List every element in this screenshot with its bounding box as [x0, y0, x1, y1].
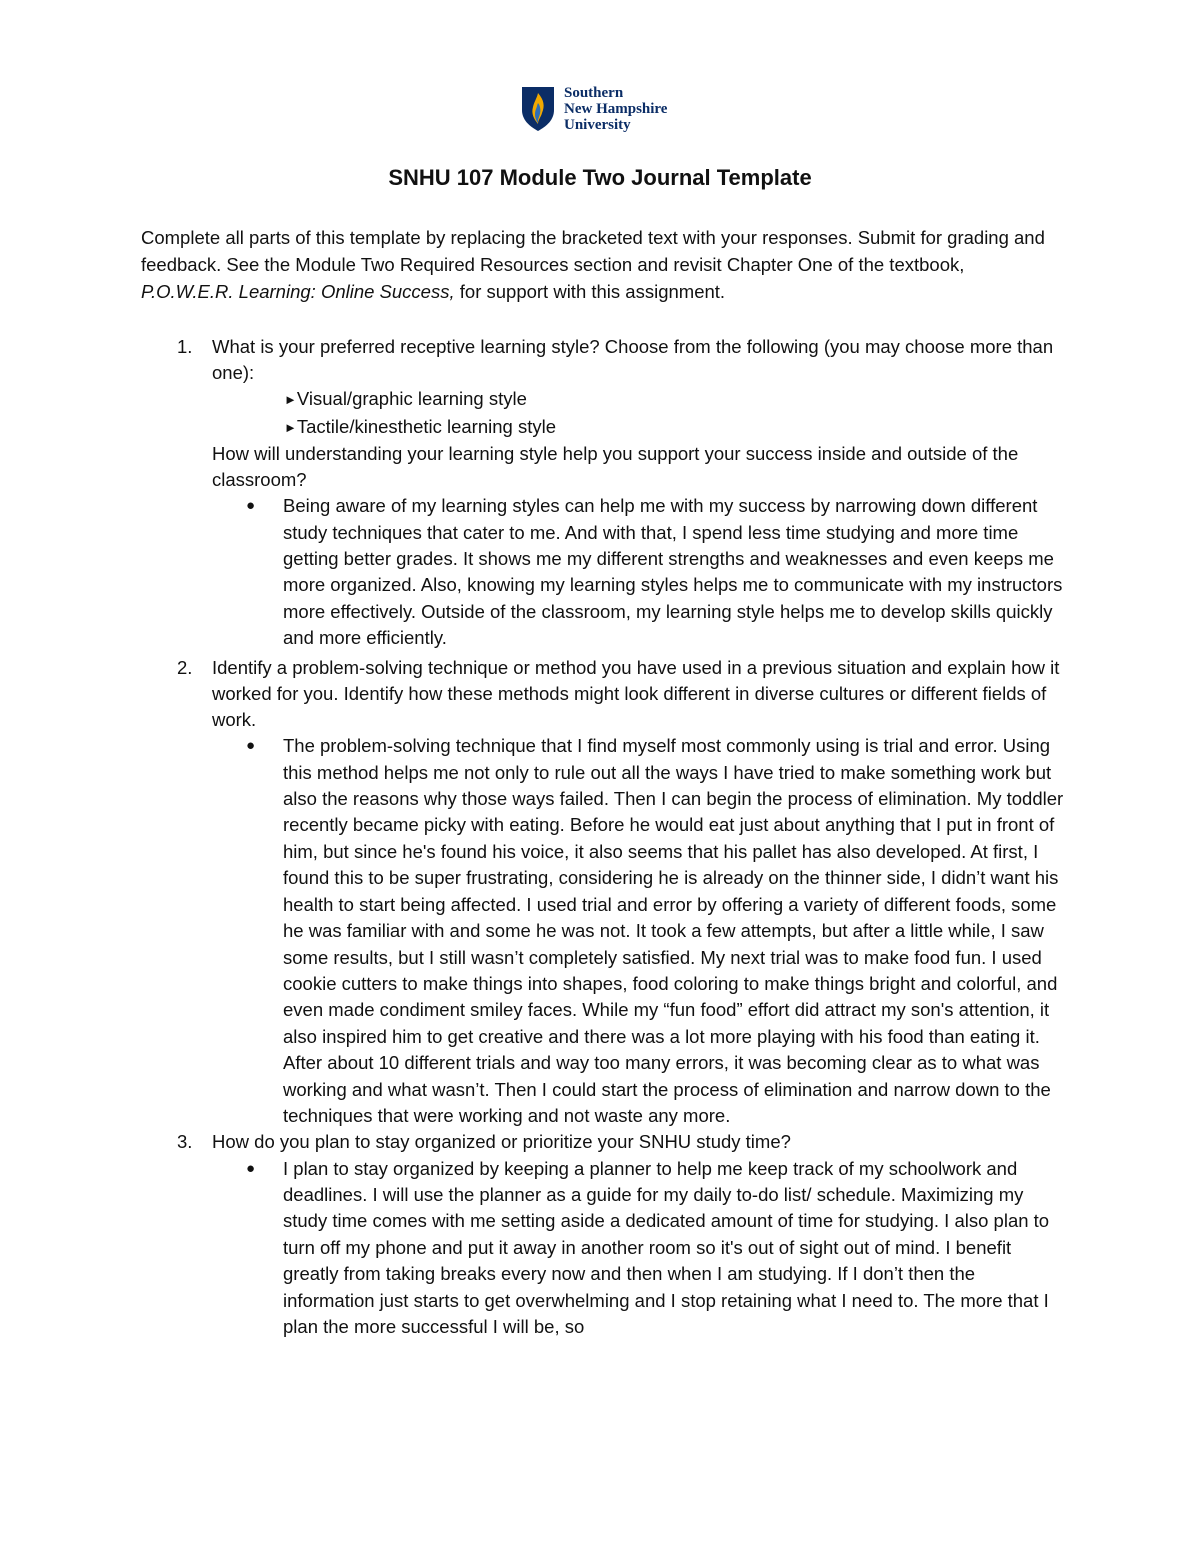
document-title: SNHU 107 Module Two Journal Template	[388, 165, 812, 190]
bullet-dot-icon: ●	[246, 1159, 256, 1177]
question-1	[141, 334, 1071, 386]
question-3	[141, 1129, 1071, 1155]
triangle-pointer-icon: ►	[284, 419, 297, 435]
answer-3-body	[212, 1156, 1071, 1341]
answer-2-body	[212, 733, 1071, 1129]
question-text: How do you plan to stay organized or prioritize your SNHU study time?	[212, 1131, 791, 1153]
question-text: What is your preferred receptive learning style? Choose from the following (you may choose more than one):	[212, 336, 1054, 384]
answer-text: Being aware of my learning styles can help me with my success by narrowing down different study techniques that cater to me. And with that, I spend less time studying and more time getting better grades. It shows me my different strengths and weaknesses and even keeps me more organized. Also, knowing my learning styles helps me to communicate with my instructors more effectively. Outside of the classroom, my learning style helps me to develop skills quickly and more efficiently.	[283, 495, 1063, 649]
answer-text: I plan to stay organized by keeping a planner to help me keep track of my schoolwork and deadlines. I will use the planner as a guide for my daily to-do list/ schedule. Maximizing my study time comes with me setting aside a dedicated amount of time for studying. I also plan to turn off my phone and put it away in another room so it's out of sight out of mind. I benefit greatly from taking breaks every now and then when I am studying. If I don’t then the information just starts to get overwhelming and I stop retaining what I need to. The more that I plan the more successful I will be, so	[283, 1157, 1050, 1337]
intro-paragraph	[141, 224, 1061, 305]
university-logo	[521, 84, 667, 134]
textbook-title: P.O.W.E.R. Learning: Online Success,	[141, 281, 455, 302]
question-list	[141, 334, 1071, 1340]
question-2	[141, 655, 1071, 734]
logo-line-new-hampshire: New Hampshire	[564, 101, 668, 117]
logo-line-southern: Southern	[564, 85, 624, 101]
option-visual	[212, 386, 1071, 413]
answer-2	[141, 733, 1071, 1129]
option-tactile	[212, 414, 1071, 441]
answer-1	[141, 493, 1071, 651]
snhu-shield-flame-icon	[521, 86, 555, 132]
intro-text-end: for support with this assignment.	[454, 281, 726, 302]
question-number: 2.	[177, 656, 193, 678]
question-number: 3.	[177, 1131, 193, 1153]
bullet-dot-icon: ●	[246, 737, 256, 755]
intro-text-start: Complete all parts of this template by replacing the bracketed text with your responses. Submit for grading and feedback. See the Module Two Required Resources section and revisit Chapter One of the textbook,	[141, 227, 1045, 275]
option-label: Tactile/kinesthetic learning style	[296, 415, 557, 437]
option-label: Visual/graphic learning style	[296, 388, 527, 410]
logo-line-university: University	[564, 117, 631, 133]
question-1-followup	[141, 441, 1071, 493]
answer-text: The problem-solving technique that I find myself most commonly using is trial and error. Using this method helps me not only to rule out all the ways I have tried to make something work but also the reasons why those ways failed. Then I can begin the process of elimination. My toddler recently became picky with eating. Before he would eat just about anything that I put in front of him, but since he's found his voice, it also seems that his pallet has also developed. At first, I found this to be super frustrating, considering he is already on the thinner side, I didn’t want his health to start being affected. I used trial and error by offering a variety of different foods, some he was familiar with and some he was not. It took a few attempts, but after a little while, I saw some results, but I still wasn’t completely satisfied. My next trial was to make food fun. I used cookie cutters to make things into shapes, food coloring to make things bright and colorful, and even made condiment smiley faces. While my “fun food” effort did attract my son's attention, it also inspired him to get creative and there was a lot more playing with his food than eating it. After about 10 different trials and way too many errors, it was becoming clear as to what was working and what wasn’t. Then I could start the process of elimination and narrow down to the techniques that were working and not waste any more.	[283, 735, 1064, 1126]
answer-3	[141, 1156, 1071, 1341]
triangle-pointer-icon: ►	[284, 392, 297, 408]
bullet-dot-icon: ●	[246, 497, 256, 515]
question-text: How will understanding your learning style help you support your success inside and outside of the classroom?	[212, 442, 1019, 491]
question-text: Identify a problem-solving technique or method you have used in a previous situation and explain how it worked for you. Identify how these methods might look different in diverse cultures or different fields of work.	[212, 656, 1060, 731]
answer-1-body	[212, 493, 1071, 651]
logo-wordmark	[564, 85, 667, 133]
question-number: 1.	[177, 336, 193, 357]
question-1-options	[141, 386, 1071, 440]
